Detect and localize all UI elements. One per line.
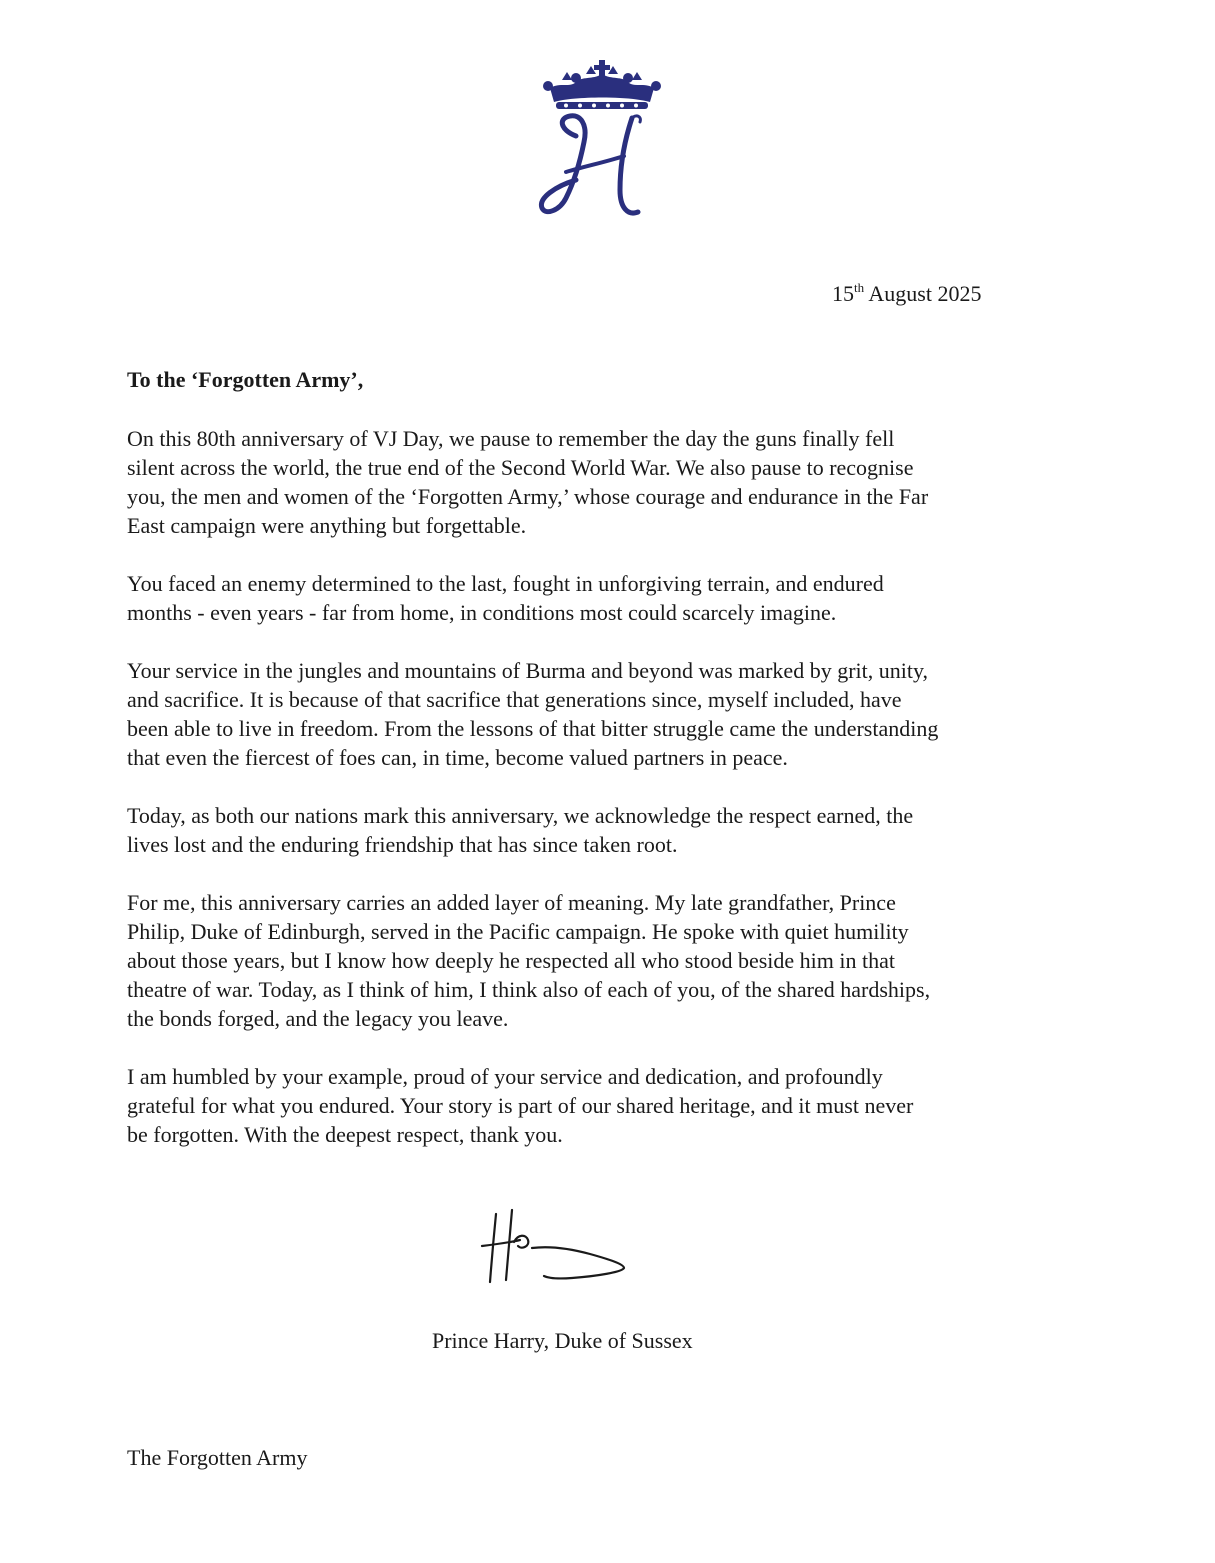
body-line: theatre of war. Today, as I think of him, I think also of each of you, of the shared hardships, (127, 977, 931, 1002)
body-line: and sacrifice. It is because of that sacrifice that generations since, myself included, have (127, 687, 902, 712)
body-line: lives lost and the enduring friendship that has since taken root. (127, 832, 678, 857)
date-day: 15 (832, 281, 854, 306)
body-line: East campaign were anything but forgettable. (127, 513, 527, 538)
body-line: about those years, but I know how deeply he respected all who stood beside him in that (127, 948, 895, 973)
date-day-suffix: th (854, 280, 865, 295)
letter-body (127, 424, 1067, 1178)
paragraph-1 (127, 424, 1067, 540)
body-line: that even the fiercest of foes can, in time, become valued partners in peace. (127, 745, 788, 770)
body-line: be forgotten. With the deepest respect, thank you. (127, 1122, 563, 1147)
body-line: been able to live in freedom. From the lessons of that bitter struggle came the understanding (127, 716, 939, 741)
body-line: silent across the world, the true end of the Second World War. We also pause to recognise (127, 455, 914, 480)
paragraph-3 (127, 656, 1067, 772)
date-month-year: August 2025 (868, 281, 982, 306)
body-line: Your service in the jungles and mountains of Burma and beyond was marked by grit, unity, (127, 658, 929, 683)
signatory-name: Prince Harry, Duke of Sussex (432, 1328, 693, 1353)
body-line: Today, as both our nations mark this anniversary, we acknowledge the respect earned, the (127, 803, 914, 828)
body-line: For me, this anniversary carries an added layer of meaning. My late grandfather, Prince (127, 890, 896, 915)
body-line: the bonds forged, and the legacy you leave. (127, 1006, 509, 1031)
paragraph-6 (127, 1062, 1067, 1149)
body-line: You faced an enemy determined to the last, fought in unforgiving terrain, and endured (127, 571, 884, 596)
body-line: Philip, Duke of Edinburgh, served in the Pacific campaign. He spoke with quiet humility (127, 919, 909, 944)
body-line: you, the men and women of the ‘Forgotten Army,’ whose courage and endurance in the Far (127, 484, 929, 509)
paragraph-2 (127, 569, 1067, 627)
handwritten-signature-icon (478, 1204, 634, 1294)
paragraph-4 (127, 801, 1067, 859)
body-line: months - even years - far from home, in conditions most could scarcely imagine. (127, 600, 837, 625)
body-line: I am humbled by your example, proud of your service and dedication, and profoundly (127, 1064, 883, 1089)
body-line: On this 80th anniversary of VJ Day, we pause to remember the day the guns finally fell (127, 426, 895, 451)
salutation: To the ‘Forgotten Army’, (127, 367, 364, 392)
addressee: The Forgotten Army (127, 1445, 308, 1470)
letter-date (832, 280, 981, 308)
paragraph-5 (127, 888, 1067, 1033)
body-line: grateful for what you endured. Your story is part of our shared heritage, and it must never (127, 1093, 914, 1118)
crowned-h-monogram-icon (536, 58, 668, 224)
